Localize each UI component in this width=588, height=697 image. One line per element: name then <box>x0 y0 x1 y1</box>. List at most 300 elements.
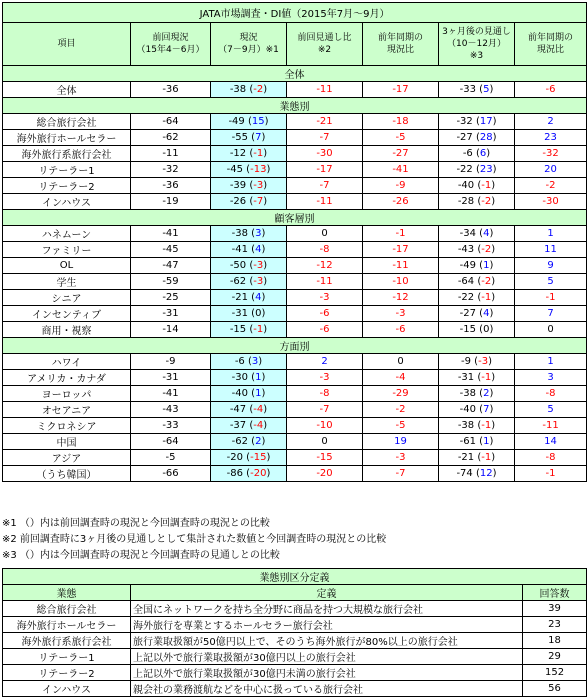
current-value-cell: -15 (-1) <box>211 322 287 338</box>
definition-table <box>2 568 587 697</box>
table-row <box>3 162 587 178</box>
section-header: 方面別 <box>3 338 587 354</box>
current-value: -38 <box>231 228 248 239</box>
yoy-current-value: -4 <box>363 370 439 386</box>
definition-table-body <box>3 569 587 697</box>
current-value-cell: -38 (3) <box>211 226 287 242</box>
outlook-value: -28 <box>457 196 475 207</box>
row-name: ハネムーン <box>3 226 131 242</box>
yoy-outlook-value: 14 <box>515 434 587 450</box>
outlook-value: -40 <box>459 404 476 415</box>
outlook-value-cell: -9 (-3) <box>439 354 515 370</box>
current-diff: 3 <box>251 356 259 367</box>
current-value: -20 <box>226 452 243 463</box>
yoy-current-value: -18 <box>363 114 439 130</box>
current-diff: -3 <box>253 260 264 271</box>
outlook-value-cell: -6 (6) <box>439 146 515 162</box>
header-outlook-text: 3ヶ月後の見通し （10－12月） ※3 <box>442 27 511 61</box>
row-name: シニア <box>3 290 131 306</box>
yoy-outlook-value: 5 <box>515 402 587 418</box>
definition-text: 海外旅行を専業とするホールセラー旅行会社 <box>131 617 523 633</box>
vs-forecast-value: -6 <box>287 306 363 322</box>
table-row <box>3 354 587 370</box>
yoy-outlook-value: 23 <box>515 130 587 146</box>
row-name: ファミリー <box>3 242 131 258</box>
outlook-value: -27 <box>456 132 473 143</box>
row-name: アメリカ・カナダ <box>3 370 131 386</box>
vs-forecast-value: 0 <box>287 226 363 242</box>
current-diff: -1 <box>253 148 264 159</box>
outlook-value-cell: -15 (0) <box>439 322 515 338</box>
row-name: アジア <box>3 450 131 466</box>
yoy-current-value: -6 <box>363 322 439 338</box>
vs-forecast-value: -21 <box>287 114 363 130</box>
yoy-outlook-value: 7 <box>515 306 587 322</box>
outlook-value: -49 <box>459 260 476 271</box>
table-row <box>3 178 587 194</box>
current-diff: -4 <box>253 404 264 415</box>
current-value-cell: -26 (-7) <box>211 194 287 210</box>
current-diff: -4 <box>253 420 264 431</box>
row-name: リテーラー1 <box>3 162 131 178</box>
yoy-outlook-value: 0 <box>515 322 587 338</box>
outlook-diff: 6 <box>479 148 487 159</box>
row-name: 全体 <box>3 82 131 98</box>
yoy-current-value: -17 <box>363 82 439 98</box>
vs-forecast-value: -8 <box>287 242 363 258</box>
row-name: ミクロネシア <box>3 418 131 434</box>
yoy-outlook-value: 2 <box>515 114 587 130</box>
outlook-value: -21 <box>457 452 475 463</box>
definition-type: 海外旅行ホールセラー <box>3 617 131 633</box>
outlook-diff: -1 <box>481 180 492 191</box>
yoy-current-value: -2 <box>363 402 439 418</box>
current-value-cell: -55 (7) <box>211 130 287 146</box>
header-prev-text: 前回現況 （15年4－6月） <box>136 33 205 55</box>
outlook-diff: -3 <box>478 356 489 367</box>
yoy-outlook-value: -8 <box>515 386 587 402</box>
vs-forecast-value: -11 <box>287 274 363 290</box>
outlook-value: -31 <box>457 372 475 383</box>
outlook-value-cell: -40 (7) <box>439 402 515 418</box>
prev-value: -45 <box>131 242 211 258</box>
outlook-value: -9 <box>461 356 471 367</box>
outlook-diff: 1 <box>483 260 490 271</box>
definition-type: 海外旅行系旅行会社 <box>3 633 131 649</box>
outlook-value-cell: -43 (-2) <box>439 242 515 258</box>
table-row <box>3 242 587 258</box>
prev-value: -64 <box>131 434 211 450</box>
row-name: （うち韓国） <box>3 466 131 482</box>
table-row <box>3 370 587 386</box>
current-diff: -13 <box>250 164 267 175</box>
yoy-outlook-value: -1 <box>515 466 587 482</box>
vs-forecast-value: -3 <box>287 290 363 306</box>
definition-count: 29 <box>523 649 587 665</box>
current-diff: -1 <box>253 324 264 335</box>
yoy-outlook-value: 9 <box>515 258 587 274</box>
header-item <box>3 23 131 66</box>
current-diff: 2 <box>255 436 262 447</box>
row-name: インハウス <box>3 194 131 210</box>
current-value: -38 <box>229 84 247 95</box>
outlook-value: -22 <box>456 164 473 175</box>
outlook-diff: -1 <box>481 452 492 463</box>
outlook-value: -6 <box>462 148 473 159</box>
outlook-value-cell: -38 (2) <box>439 386 515 402</box>
outlook-diff: 7 <box>483 404 490 415</box>
definition-col-def: 定義 <box>131 585 523 601</box>
outlook-value-cell: -31 (-1) <box>439 370 515 386</box>
outlook-diff: 1 <box>483 436 490 447</box>
vs-forecast-value: -30 <box>287 146 363 162</box>
outlook-diff: -2 <box>481 196 492 207</box>
prev-value: -31 <box>131 306 211 322</box>
table-row <box>3 114 587 130</box>
table-row <box>3 258 587 274</box>
outlook-value: -43 <box>457 244 475 255</box>
outlook-value-cell: -32 (17) <box>439 114 515 130</box>
outlook-value-cell: -34 (4) <box>439 226 515 242</box>
footnote-2: ※2 前回調査時に3ヶ月後の見通しとして集計された数値と今回調査時の現況との比較 <box>2 534 387 545</box>
table-row <box>3 130 587 146</box>
yoy-current-value: -1 <box>363 226 439 242</box>
header-item-text: 項目 <box>57 39 76 49</box>
current-value: -62 <box>229 276 247 287</box>
yoy-current-value: -27 <box>363 146 439 162</box>
header-yoy2 <box>515 23 587 66</box>
current-value: -6 <box>234 356 245 367</box>
prev-value: -19 <box>131 194 211 210</box>
outlook-diff: 5 <box>483 84 490 95</box>
footnotes <box>2 516 586 564</box>
di-table <box>2 2 587 482</box>
prev-value: -25 <box>131 290 211 306</box>
outlook-value: -38 <box>457 420 475 431</box>
row-name: 海外旅行ホールセラー <box>3 130 131 146</box>
header-cmp <box>287 23 363 66</box>
definition-row <box>3 633 587 649</box>
vs-forecast-value: -7 <box>287 402 363 418</box>
yoy-outlook-value: 1 <box>515 226 587 242</box>
vs-forecast-value: -8 <box>287 386 363 402</box>
prev-value: -64 <box>131 114 211 130</box>
yoy-outlook-value: 5 <box>515 274 587 290</box>
header-cur <box>211 23 287 66</box>
outlook-diff: 0 <box>483 324 490 335</box>
section-header: 全体 <box>3 66 587 82</box>
yoy-outlook-value: -11 <box>515 418 587 434</box>
yoy-current-value: -11 <box>363 258 439 274</box>
table-row <box>3 306 587 322</box>
table-row <box>3 450 587 466</box>
outlook-diff: 4 <box>483 228 490 239</box>
table-row <box>3 322 587 338</box>
outlook-diff: -2 <box>481 276 492 287</box>
prev-value: -31 <box>131 370 211 386</box>
outlook-value-cell: -27 (28) <box>439 130 515 146</box>
vs-forecast-value: -10 <box>287 418 363 434</box>
current-value: -31 <box>231 308 248 319</box>
vs-forecast-value: 0 <box>287 434 363 450</box>
current-value-cell: -6 (3) <box>211 354 287 370</box>
yoy-current-value: -41 <box>363 162 439 178</box>
current-value-cell: -12 (-1) <box>211 146 287 162</box>
definition-text: 上記以外で旅行業取扱額が30億円未満の旅行会社 <box>131 665 523 681</box>
di-table-body <box>3 3 587 482</box>
vs-forecast-value: -15 <box>287 450 363 466</box>
outlook-diff: 28 <box>479 132 493 143</box>
prev-value: -11 <box>131 146 211 162</box>
outlook-value: -34 <box>459 228 476 239</box>
vs-forecast-value: -17 <box>287 162 363 178</box>
current-value-cell: -31 (0) <box>211 306 287 322</box>
current-value-cell: -38 (-2) <box>211 82 287 98</box>
current-value-cell: -41 (4) <box>211 242 287 258</box>
prev-value: -5 <box>131 450 211 466</box>
row-name: 商用・視察 <box>3 322 131 338</box>
current-value: -21 <box>231 292 248 303</box>
outlook-value: -38 <box>459 388 476 399</box>
prev-value: -66 <box>131 466 211 482</box>
current-value-cell: -30 (1) <box>211 370 287 386</box>
current-value-cell: -39 (-3) <box>211 178 287 194</box>
vs-forecast-value: -7 <box>287 130 363 146</box>
current-value: -62 <box>231 436 248 447</box>
current-diff: -15 <box>250 452 267 463</box>
yoy-current-value: -26 <box>363 194 439 210</box>
row-name: 学生 <box>3 274 131 290</box>
current-diff: 7 <box>255 132 262 143</box>
outlook-diff: 23 <box>479 164 493 175</box>
current-diff: 3 <box>255 228 262 239</box>
current-value: -30 <box>231 372 248 383</box>
current-value: -49 <box>228 116 245 127</box>
row-name: オセアニア <box>3 402 131 418</box>
outlook-value-cell: -22 (-1) <box>439 290 515 306</box>
vs-forecast-value: -3 <box>287 370 363 386</box>
yoy-current-value: -9 <box>363 178 439 194</box>
row-name: 中国 <box>3 434 131 450</box>
prev-value: -33 <box>131 418 211 434</box>
header-cur-text: 現況 （7－9月）※1 <box>218 33 279 55</box>
definition-row <box>3 601 587 617</box>
section-header: 顧客層別 <box>3 210 587 226</box>
section-header: 業態別 <box>3 98 587 114</box>
header-prev <box>131 23 211 66</box>
table-row <box>3 386 587 402</box>
current-diff: -3 <box>253 180 264 191</box>
definition-count: 23 <box>523 617 587 633</box>
outlook-value: -15 <box>459 324 476 335</box>
current-value-cell: -62 (2) <box>211 434 287 450</box>
definition-count: 39 <box>523 601 587 617</box>
outlook-value: -32 <box>456 116 473 127</box>
current-diff: 1 <box>255 372 262 383</box>
yoy-current-value: -5 <box>363 130 439 146</box>
footnote-1: ※1 （）内は前回調査時の現況と今回調査時の現況との比較 <box>2 518 270 529</box>
vs-forecast-value: -12 <box>287 258 363 274</box>
outlook-value-cell: -21 (-1) <box>439 450 515 466</box>
yoy-outlook-value: -8 <box>515 450 587 466</box>
outlook-value-cell: -27 (4) <box>439 306 515 322</box>
yoy-current-value: -3 <box>363 306 439 322</box>
current-value: -15 <box>229 324 247 335</box>
outlook-value-cell: -61 (1) <box>439 434 515 450</box>
current-value-cell: -86 (-20) <box>211 466 287 482</box>
definition-text: 上記以外で旅行業取扱額が30億円以上の旅行会社 <box>131 649 523 665</box>
row-name: インセンティブ <box>3 306 131 322</box>
prev-value: -41 <box>131 226 211 242</box>
definition-col-count: 回答数 <box>523 585 587 601</box>
prev-value: -43 <box>131 402 211 418</box>
outlook-value: -22 <box>457 292 475 303</box>
outlook-diff: -1 <box>481 420 492 431</box>
table-row <box>3 274 587 290</box>
current-value: -47 <box>229 404 247 415</box>
current-diff: -2 <box>253 84 264 95</box>
outlook-diff: 17 <box>479 116 493 127</box>
definition-count: 56 <box>523 681 587 697</box>
row-name: OL <box>3 258 131 274</box>
yoy-current-value: -3 <box>363 450 439 466</box>
current-value: -12 <box>229 148 247 159</box>
yoy-current-value: -10 <box>363 274 439 290</box>
header-yoy2-text: 前年同期の 現況比 <box>528 33 574 55</box>
vs-forecast-value: -7 <box>287 178 363 194</box>
yoy-outlook-value: 11 <box>515 242 587 258</box>
outlook-value-cell: -74 (12) <box>439 466 515 482</box>
current-diff: 15 <box>251 116 265 127</box>
header-outlook <box>439 23 515 66</box>
prev-value: -36 <box>131 178 211 194</box>
yoy-current-value: -5 <box>363 418 439 434</box>
current-diff: 1 <box>255 388 262 399</box>
current-value-cell: -45 (-13) <box>211 162 287 178</box>
current-value-cell: -21 (4) <box>211 290 287 306</box>
yoy-current-value: -17 <box>363 242 439 258</box>
definition-row <box>3 665 587 681</box>
header-cmp-text: 前回見通し比 ※2 <box>297 33 352 55</box>
table-title: JATA市場調査・DI値（2015年7月～9月） <box>3 3 587 23</box>
yoy-current-value: -29 <box>363 386 439 402</box>
outlook-value: -64 <box>457 276 475 287</box>
definition-type: リテーラー1 <box>3 649 131 665</box>
yoy-outlook-value: 1 <box>515 354 587 370</box>
table-row <box>3 146 587 162</box>
prev-value: -32 <box>131 162 211 178</box>
outlook-diff: 12 <box>479 468 493 479</box>
table-row <box>3 226 587 242</box>
vs-forecast-value: 2 <box>287 354 363 370</box>
definition-count: 18 <box>523 633 587 649</box>
current-diff: 0 <box>255 308 262 319</box>
definition-text: 全国にネットワークを持ち全分野に商品を持つ大規模な旅行会社 <box>131 601 523 617</box>
outlook-value-cell: -33 (5) <box>439 82 515 98</box>
outlook-diff: -1 <box>481 372 492 383</box>
current-value: -50 <box>229 260 247 271</box>
header-yoy <box>363 23 439 66</box>
yoy-outlook-value: -1 <box>515 290 587 306</box>
current-value: -41 <box>231 244 248 255</box>
table-row <box>3 418 587 434</box>
definition-text: 親会社の業務渡航などを中心に扱っている旅行会社 <box>131 681 523 697</box>
definition-text: 旅行業取扱額が50億円以上で、そのうち海外旅行が80%以上の旅行会社 <box>131 633 523 649</box>
yoy-outlook-value: -32 <box>515 146 587 162</box>
table-row <box>3 466 587 482</box>
vs-forecast-value: -20 <box>287 466 363 482</box>
table-row <box>3 194 587 210</box>
outlook-diff: -1 <box>481 292 492 303</box>
outlook-diff: 4 <box>483 308 490 319</box>
current-value-cell: -37 (-4) <box>211 418 287 434</box>
definition-type: 総合旅行会社 <box>3 601 131 617</box>
current-value-cell: -50 (-3) <box>211 258 287 274</box>
outlook-value: -74 <box>456 468 473 479</box>
definition-type: リテーラー2 <box>3 665 131 681</box>
row-name: ヨーロッパ <box>3 386 131 402</box>
yoy-current-value: -7 <box>363 466 439 482</box>
current-value-cell: -49 (15) <box>211 114 287 130</box>
row-name: ハワイ <box>3 354 131 370</box>
outlook-value: -33 <box>459 84 476 95</box>
outlook-value-cell: -64 (-2) <box>439 274 515 290</box>
current-diff: -7 <box>253 196 264 207</box>
vs-forecast-value: -11 <box>287 82 363 98</box>
prev-value: -9 <box>131 354 211 370</box>
definition-count: 152 <box>523 665 587 681</box>
current-diff: 4 <box>255 292 262 303</box>
current-value: -39 <box>229 180 247 191</box>
outlook-value-cell: -40 (-1) <box>439 178 515 194</box>
definition-col-type: 業態 <box>3 585 131 601</box>
table-row <box>3 402 587 418</box>
current-value: -55 <box>231 132 248 143</box>
prev-value: -36 <box>131 82 211 98</box>
yoy-outlook-value: -2 <box>515 178 587 194</box>
current-value: -26 <box>229 196 247 207</box>
current-value: -86 <box>226 468 243 479</box>
outlook-value-cell: -38 (-1) <box>439 418 515 434</box>
yoy-current-value: -12 <box>363 290 439 306</box>
outlook-value-cell: -22 (23) <box>439 162 515 178</box>
yoy-outlook-value: -6 <box>515 82 587 98</box>
table-row <box>3 82 587 98</box>
current-diff: -20 <box>250 468 267 479</box>
vs-forecast-value: -11 <box>287 194 363 210</box>
yoy-outlook-value: -30 <box>515 194 587 210</box>
prev-value: -59 <box>131 274 211 290</box>
current-value: -37 <box>229 420 247 431</box>
outlook-value: -27 <box>459 308 476 319</box>
row-name: 総合旅行会社 <box>3 114 131 130</box>
prev-value: -41 <box>131 386 211 402</box>
outlook-value: -40 <box>457 180 475 191</box>
definition-row <box>3 681 587 697</box>
yoy-outlook-value: 3 <box>515 370 587 386</box>
outlook-value-cell: -49 (1) <box>439 258 515 274</box>
footnote-3: ※3 （）内は今回調査時の現況と今回調査時の見通しとの比較 <box>2 550 280 561</box>
row-name: 海外旅行系旅行会社 <box>3 146 131 162</box>
prev-value: -14 <box>131 322 211 338</box>
current-value-cell: -47 (-4) <box>211 402 287 418</box>
yoy-current-value: 19 <box>363 434 439 450</box>
definition-title: 業態別区分定義 <box>3 569 587 585</box>
yoy-current-value: 0 <box>363 354 439 370</box>
table-row <box>3 434 587 450</box>
current-diff: 4 <box>255 244 262 255</box>
vs-forecast-value: -6 <box>287 322 363 338</box>
